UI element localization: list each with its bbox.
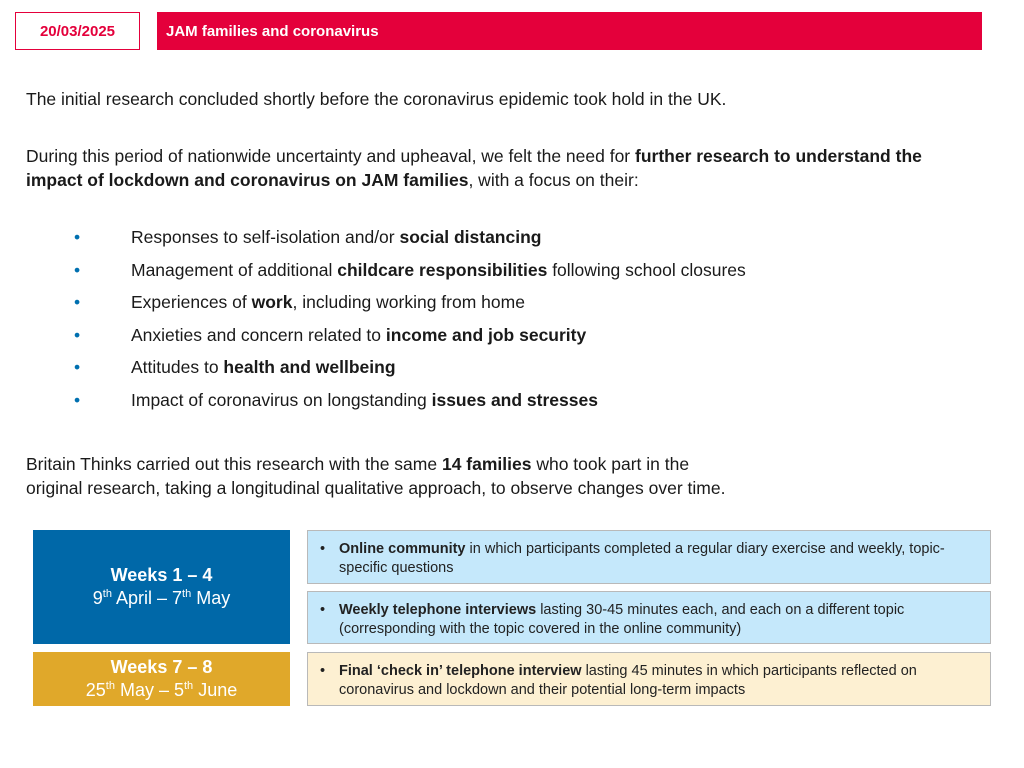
list-item-text: Responses to self-isolation and/or social distancing (131, 227, 542, 247)
activity-weekly-interviews (307, 591, 991, 644)
activity-online-community (307, 530, 991, 584)
bullet-icon: • (74, 259, 81, 280)
bullet-icon: • (74, 324, 81, 345)
research-need-paragraph (26, 144, 956, 192)
bullet-icon: • (74, 389, 81, 410)
bullet-icon: • (320, 663, 326, 679)
activity-text: Weekly telephone interviews lasting 30-45 minutes each, and each on a different topic (corresponding with the topic covered in the online community) (339, 602, 905, 637)
activity-text: Online community in which participants completed a regular diary exercise and weekly, topic-specific questions (339, 541, 945, 576)
research-need-end: , with a focus on their: (468, 170, 639, 190)
method-paragraph: Britain Thinks carried out this research with the same 14 families who took part in the original research, taking a longitudinal qualitative approach, to observe changes over time. (26, 454, 726, 498)
list-item-text: Attitudes to health and wellbeing (131, 357, 396, 377)
list-item-text: Experiences of work, including working from home (131, 292, 525, 312)
bullet-icon: • (320, 602, 326, 618)
phase-weeks-7-8 (33, 652, 290, 706)
activity-text: Final ‘check in’ telephone interview lasting 45 minutes in which participants reflected on coronavirus and lockdown and their potential long-term impacts (339, 663, 917, 698)
intro-paragraph: The initial research concluded shortly before the coronavirus epidemic took hold in the UK. (26, 89, 727, 109)
phase-title: Weeks 1 – 4 (110, 565, 213, 585)
list-item-text: Impact of coronavirus on longstanding issues and stresses (131, 389, 598, 410)
phase-weeks-1-4 (33, 530, 290, 644)
bullet-icon: • (320, 541, 326, 557)
phase-dates: 9th April – 7th May (92, 588, 231, 608)
bullet-icon: • (74, 357, 81, 377)
bullet-icon: • (74, 292, 81, 312)
phase-dates: 25th May – 5th June (85, 680, 238, 700)
date-label: 20/03/2025 (15, 12, 140, 50)
page-title: JAM families and coronavirus (157, 12, 982, 50)
list-item-text: Management of additional childcare responsibilities following school closures (131, 259, 746, 280)
research-need-text: During this period of nationwide uncertainty and upheaval, we felt the need for (26, 146, 635, 166)
list-item-text: Anxieties and concern related to income and job security (131, 324, 587, 345)
research-need-bold: further research to understand the impact of lockdown and coronavirus on JAM families (26, 146, 922, 190)
bullet-icon: • (74, 227, 81, 247)
activity-final-interview (307, 652, 991, 706)
phase-title: Weeks 7 – 8 (110, 657, 213, 677)
